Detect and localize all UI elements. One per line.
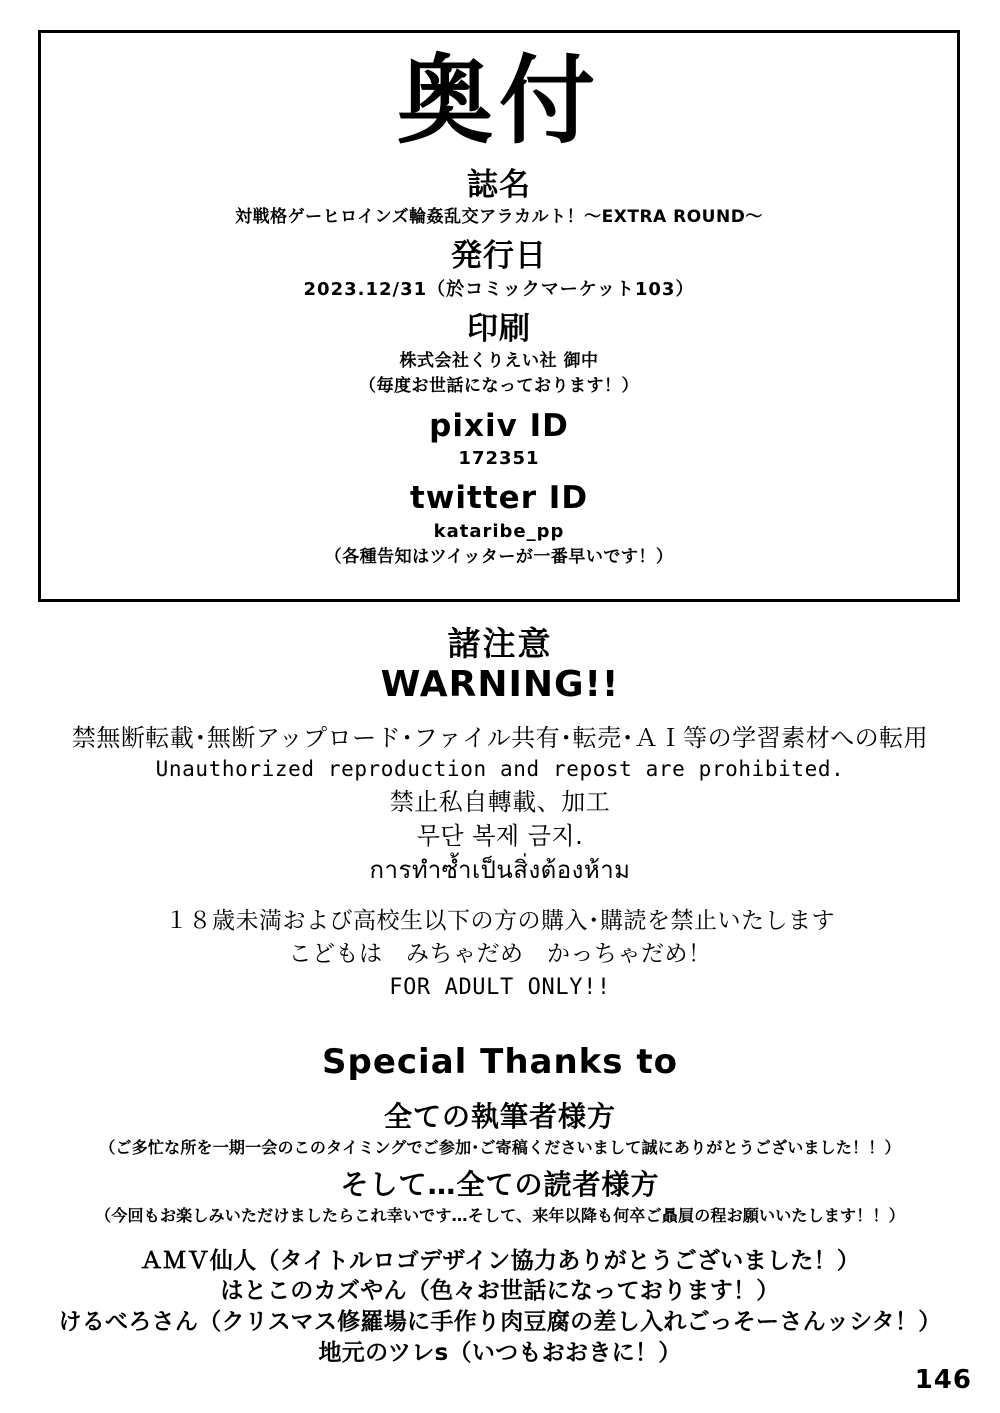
- warning-section: [0, 624, 1000, 1003]
- entry-label: 誌名: [467, 166, 531, 203]
- colophon-entry-printer: [41, 310, 957, 400]
- entry-value-note: （各種告知はツイッターが一番早いです！）: [324, 547, 674, 568]
- credit-line: けるべろさん（クリスマス修羅場に手作り肉豆腐の差し入れごっそーさんッシタ！）: [58, 1308, 942, 1335]
- entry-value: kataribe_pp: [433, 521, 565, 543]
- age-restriction-note: こどもは みちゃだめ かっちゃだめ！: [288, 941, 712, 968]
- credits-list: [0, 1246, 1000, 1368]
- page-number: 146: [914, 1365, 972, 1395]
- entry-value-note: （毎度お世話になっております！）: [359, 376, 639, 397]
- credit-line: ＡＭＶ仙人（タイトルロゴデザイン協力ありがとうございました！）: [139, 1247, 861, 1274]
- entry-label: pixiv ID: [429, 407, 569, 444]
- entry-value: 172351: [458, 448, 540, 470]
- entry-label: 発行日: [451, 238, 547, 275]
- entry-value: 2023.12/31（於コミックマーケット103）: [303, 278, 695, 300]
- colophon-entry-twitter-id: [41, 479, 957, 570]
- special-thanks-title: Special Thanks to: [322, 1042, 678, 1082]
- page-title: 奥付: [397, 45, 601, 157]
- warning-heading-jp: 諸注意: [447, 624, 553, 663]
- warning-heading-en: WARNING!!: [380, 664, 620, 706]
- age-restriction-block: [0, 905, 1000, 1004]
- entry-label: twitter ID: [409, 480, 589, 517]
- warning-line-en: Unauthorized reproduction and repost are prohibited.: [155, 756, 845, 781]
- colophon-entry-pixiv-id: [41, 407, 957, 473]
- warning-line-th: การทำซ้ำเป็นสิ่งต้องห้าม: [369, 855, 631, 884]
- colophon-entry-title: [41, 166, 957, 230]
- thanks-group-readers: [0, 1166, 1000, 1228]
- thanks-group-contributors: [0, 1098, 1000, 1160]
- thanks-group-note: （ご多忙な所を一期一会のこのタイミングでご参加･ご寄稿くださいまして誠にありがとうございました！！）: [99, 1137, 901, 1157]
- credit-line: はとこのカズやん（色々お世話になっております！）: [220, 1278, 780, 1305]
- warning-line-ko: 무단 복제 금지.: [416, 821, 584, 850]
- thanks-group-heading: 全ての執筆者様方: [383, 1100, 616, 1134]
- thanks-group-note: （今回もお楽しみいただけましたらこれ幸いです…そして、来年以降も何卒ご贔屓の程お願いいたします！！）: [95, 1205, 905, 1225]
- colophon-entry-date: [41, 237, 957, 303]
- adult-only-label: FOR ADULT ONLY!!: [389, 974, 611, 1000]
- colophon-box: [38, 30, 960, 602]
- credit-line: 地元のツレs（いつもおおきに！）: [318, 1339, 682, 1366]
- special-thanks-section: [0, 1040, 1000, 1368]
- entry-value: 対戦格ゲーヒロインズ輪姦乱交アラカルト！〜EXTRA ROUND〜: [235, 206, 763, 227]
- entry-value: 株式会社くりえい社 御中: [399, 350, 599, 371]
- age-restriction-line: １８歳未満および高校生以下の方の購入･購読を禁止いたします: [165, 907, 835, 934]
- warning-line-zh: 禁止私自轉載、加工: [389, 787, 611, 816]
- thanks-group-heading: そして…全ての読者様方: [340, 1167, 660, 1201]
- entry-label: 印刷: [467, 310, 531, 347]
- warning-line-jp: 禁無断転載･無断アップロード･ファイル共有･転売･ＡＩ等の学習素材への転用: [71, 723, 929, 752]
